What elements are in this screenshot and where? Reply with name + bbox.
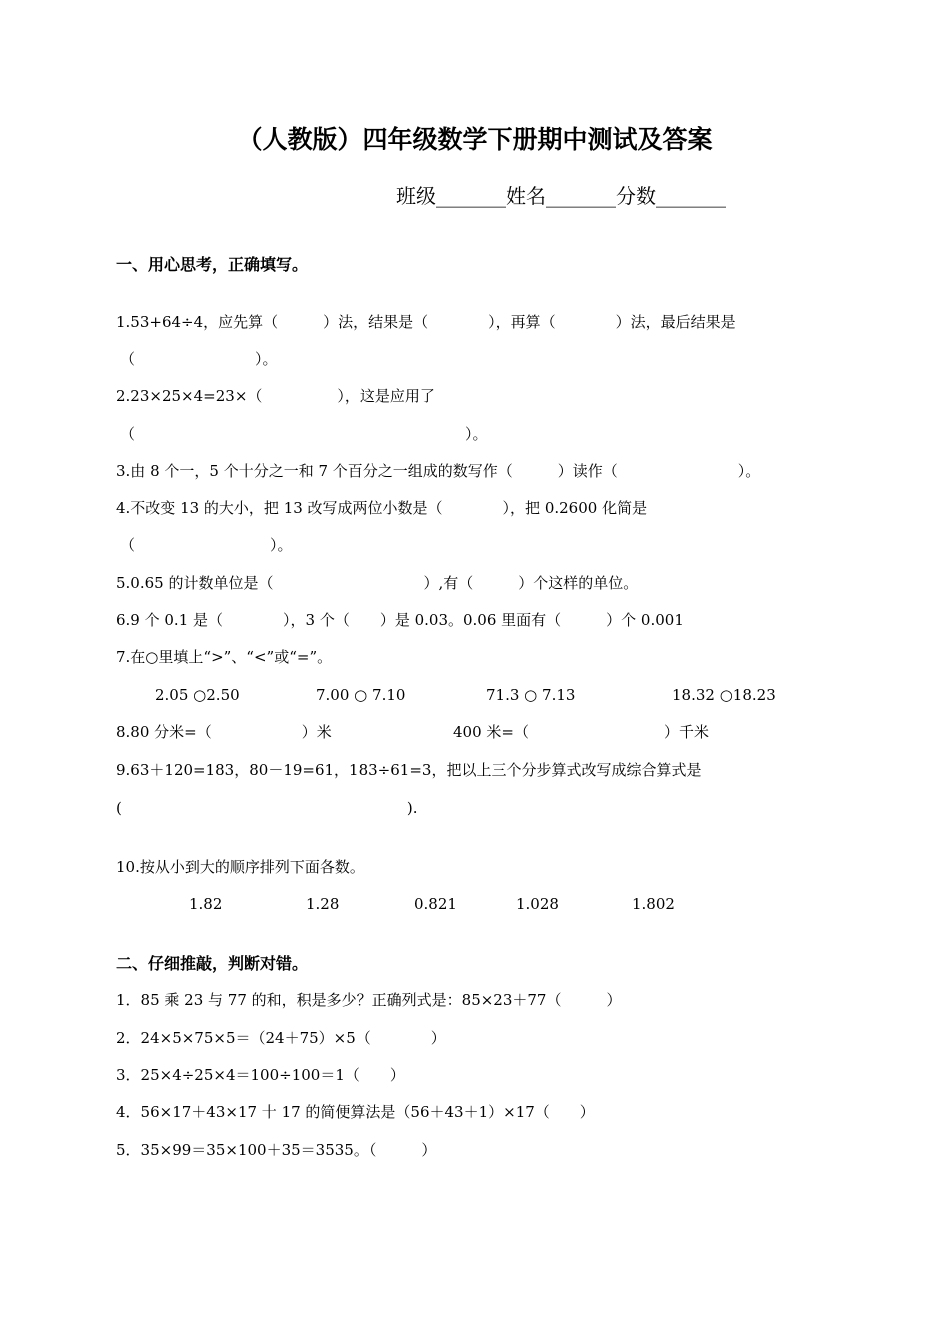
question-4-line-2: （ ）。 xyxy=(120,536,293,554)
question-8-part-2: 400 米=（ ）千米 xyxy=(453,723,709,741)
section2-heading: 二、仔细推敲，判断对错。 xyxy=(116,954,309,973)
question-1-line-1: 1.53+64÷4，应先算（ ）法，结果是（ ），再算（ ）法，最后结果是 xyxy=(116,313,736,331)
page-title: （人教版）四年级数学下册期中测试及答案 xyxy=(237,125,713,154)
question-9-line-2: ( ). xyxy=(116,799,418,817)
judge-item-3: 3．25×4÷25×4＝100÷100＝1（ ） xyxy=(116,1066,405,1084)
judge-item-4: 4．56×17＋43×17 十 17 的简便算法是（56＋43＋1）×17（ ） xyxy=(116,1103,595,1121)
number-item-1: 1.82 xyxy=(189,895,223,913)
question-1-line-2: （ ）。 xyxy=(120,350,278,368)
question-6: 6.9 个 0.1 是（ ），3 个（ ）是 0.03。0.06 里面有（ ）个 0.001 xyxy=(116,611,684,629)
question-7: 7.在○里填上“>”、“<”或“=”。 xyxy=(116,648,333,666)
number-item-5: 1.802 xyxy=(632,895,675,913)
question-5: 5.0.65 的计数单位是（ ）,有（ ）个这样的单位。 xyxy=(116,574,639,592)
number-item-4: 1.028 xyxy=(516,895,559,913)
question-2-line-1: 2.23×25×4=23×（ ），这是应用了 xyxy=(116,387,435,405)
section1-heading: 一、用心思考，正确填写。 xyxy=(116,255,309,274)
question-4-line-1: 4.不改变 13 的大小，把 13 改写成两位小数是（ ），把 0.2600 化简是 xyxy=(116,499,648,517)
question-10: 10.按从小到大的顺序排列下面各数。 xyxy=(116,858,365,876)
compare-item-2: 7.00 ○ 7.10 xyxy=(316,686,406,704)
question-2-line-2: （ ）。 xyxy=(120,425,488,443)
question-8-part-1: 8.80 分米=（ ）米 xyxy=(116,723,332,741)
number-item-2: 1.28 xyxy=(306,895,340,913)
question-9-line-1: 9.63＋120=183，80－19=61，183÷61=3，把以上三个分步算式改写成综合算式是 xyxy=(116,761,702,779)
judge-item-5: 5．35×99＝35×100＋35＝3535。（ ） xyxy=(116,1141,437,1159)
compare-item-1: 2.05 ○2.50 xyxy=(155,686,240,704)
compare-item-4: 18.32 ○18.23 xyxy=(672,686,776,704)
student-info-line: 班级_______姓名_______分数_______ xyxy=(396,184,726,208)
question-3: 3.由 8 个一，5 个十分之一和 7 个百分之一组成的数写作（ ）读作（ ）。 xyxy=(116,462,761,480)
number-item-3: 0.821 xyxy=(414,895,457,913)
judge-item-2: 2．24×5×75×5＝（24＋75）×5（ ） xyxy=(116,1029,446,1047)
compare-item-3: 71.3 ○ 7.13 xyxy=(486,686,576,704)
judge-item-1: 1．85 乘 23 与 77 的和，积是多少？正确列式是：85×23＋77（ ） xyxy=(116,991,622,1009)
